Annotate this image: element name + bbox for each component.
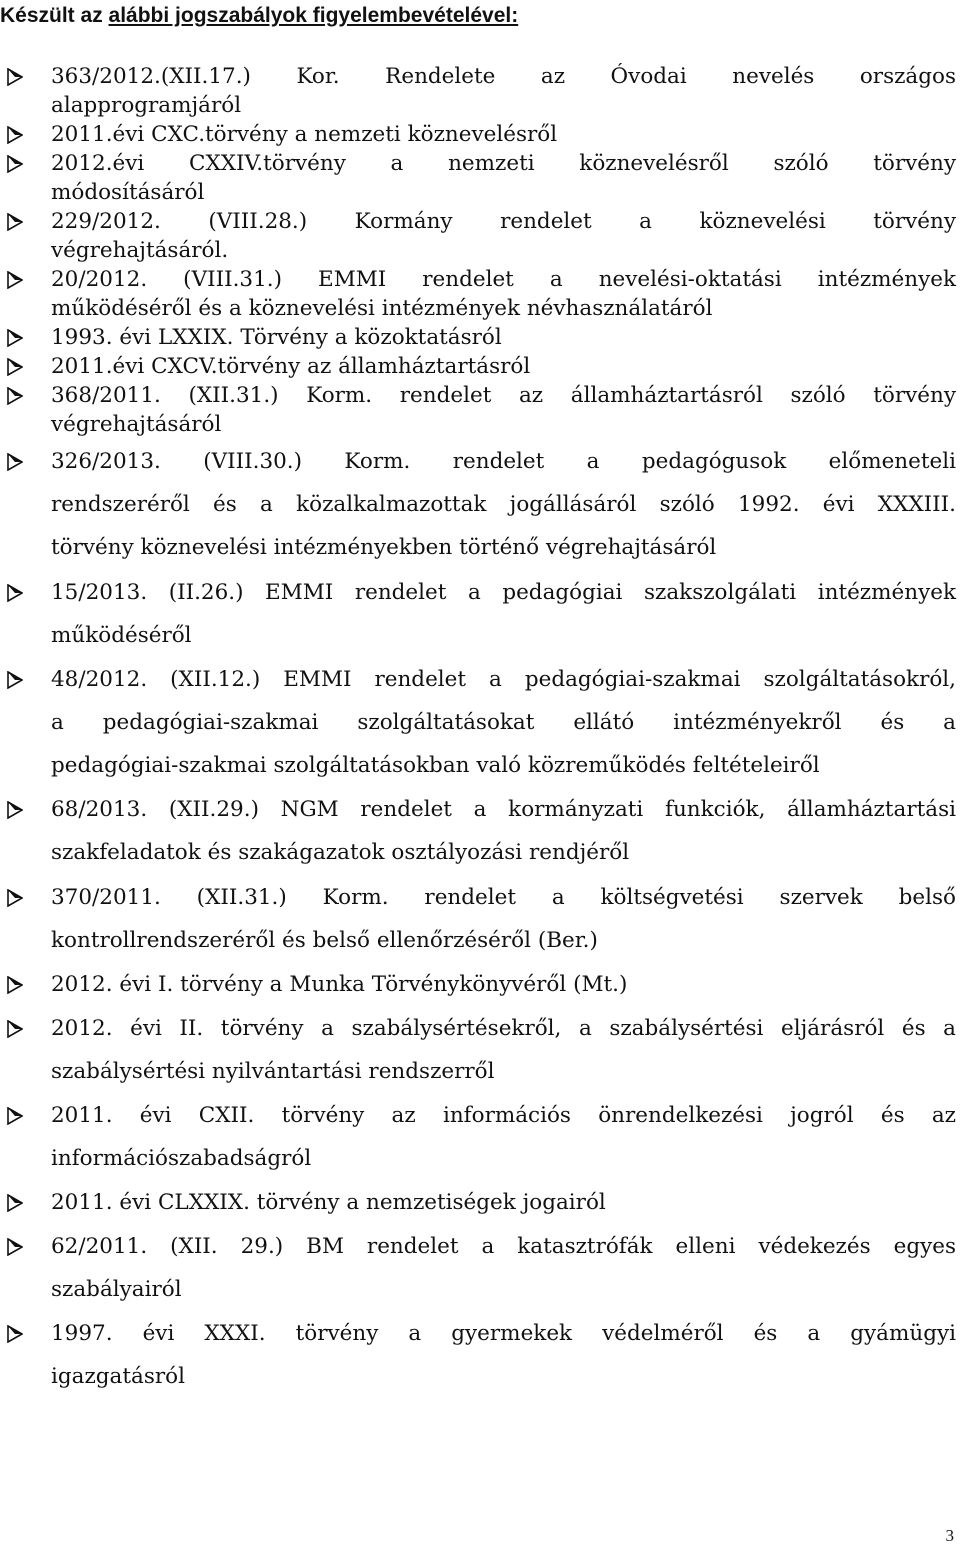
list-item-line: információszabadságról xyxy=(51,1146,312,1171)
list-item-line: 2012.évi CXXIV.törvény a nemzeti köznevelésről szóló törvény xyxy=(51,151,956,176)
list-item-line: működéséről és a köznevelési intézmények névhasználatáról xyxy=(51,296,713,321)
list-item xyxy=(0,571,960,657)
list-item-line: 62/2011. (XII. 29.) BM rendelet a katasztrófák elleni védekezés egyes xyxy=(51,1234,956,1259)
list-item-line: 363/2012.(XII.17.) Kor. Rendelete az Óvodai nevelés országos xyxy=(51,64,956,89)
list-item-line: szabálysértési nyilvántartási rendszerről xyxy=(51,1059,495,1084)
list-item-line: 1997. évi XXXI. törvény a gyermekek védelméről és a gyámügyi xyxy=(51,1321,956,1346)
list-item xyxy=(0,876,960,962)
list-item-line: törvény köznevelési intézményekben történő végrehajtásáról xyxy=(51,535,717,560)
list-item-text xyxy=(51,265,956,323)
arrow-bullet-icon xyxy=(7,453,23,471)
list-item xyxy=(0,963,960,1006)
list-item-text xyxy=(51,381,956,439)
list-item-line: kontrollrendszeréről és belső ellenőrzéséről (Ber.) xyxy=(51,928,598,953)
arrow-bullet-icon xyxy=(7,976,23,994)
arrow-bullet-icon xyxy=(7,801,23,819)
list-item xyxy=(0,1181,960,1224)
list-item xyxy=(0,207,960,265)
list-item-text xyxy=(51,963,956,1006)
list-item-line: 368/2011. (XII.31.) Korm. rendelet az államháztartásról szóló törvény xyxy=(51,383,956,408)
list-item xyxy=(0,323,960,352)
arrow-bullet-icon xyxy=(7,68,23,86)
list-item-text xyxy=(51,876,956,962)
list-item-text xyxy=(51,149,956,207)
list-item xyxy=(0,381,960,439)
section-heading xyxy=(0,2,518,30)
list-item xyxy=(0,1007,960,1093)
list-item-text xyxy=(51,120,956,149)
list-item xyxy=(0,265,960,323)
list-item-text xyxy=(51,1094,956,1180)
list-item-line: 229/2012. (VIII.28.) Kormány rendelet a köznevelési törvény xyxy=(51,209,956,234)
list-item-line: szabályairól xyxy=(51,1277,182,1302)
list-item-line: alapprogramjáról xyxy=(51,93,242,118)
list-item-text xyxy=(51,1312,956,1398)
arrow-bullet-icon xyxy=(7,155,23,173)
list-item xyxy=(0,1312,960,1398)
arrow-bullet-icon xyxy=(7,1194,23,1212)
arrow-bullet-icon xyxy=(7,671,23,689)
list-item-text xyxy=(51,1007,956,1093)
list-item xyxy=(0,352,960,381)
list-item-line: 326/2013. (VIII.30.) Korm. rendelet a pedagógusok előmeneteli xyxy=(51,449,956,474)
arrow-bullet-icon xyxy=(7,271,23,289)
arrow-bullet-icon xyxy=(7,1107,23,1125)
list-item-line: 2012. évi I. törvény a Munka Törvénykönyvéről (Mt.) xyxy=(51,972,628,997)
list-item-text xyxy=(51,352,956,381)
list-item-line: 1993. évi LXXIX. Törvény a közoktatásról xyxy=(51,325,502,350)
list-item-text xyxy=(51,788,956,874)
list-item-line: 2012. évi II. törvény a szabálysértésekről, a szabálysértési eljárásról és a xyxy=(51,1016,956,1041)
list-item xyxy=(0,120,960,149)
list-item-line: 15/2013. (II.26.) EMMI rendelet a pedagógiai szakszolgálati intézmények xyxy=(51,580,956,605)
list-item-line: rendszeréről és a közalkalmazottak jogállásáról szóló 1992. évi XXXIII. xyxy=(51,492,956,517)
list-item-line: 20/2012. (VIII.31.) EMMI rendelet a nevelési-oktatási intézmények xyxy=(51,267,956,292)
list-item-text xyxy=(51,323,956,352)
arrow-bullet-icon xyxy=(7,1238,23,1256)
list-item-line: végrehajtásáról. xyxy=(51,238,229,263)
arrow-bullet-icon xyxy=(7,126,23,144)
arrow-bullet-icon xyxy=(7,1020,23,1038)
list-item-line: 48/2012. (XII.12.) EMMI rendelet a pedagógiai-szakmai szolgáltatásokról, xyxy=(51,667,956,692)
list-item-text xyxy=(51,571,956,657)
arrow-bullet-icon xyxy=(7,329,23,347)
list-item-line: 2011.évi CXCV.törvény az államháztartásról xyxy=(51,354,531,379)
list-item-line: 2011. évi CLXXIX. törvény a nemzetiségek jogairól xyxy=(51,1190,606,1215)
list-item-line: 2011. évi CXII. törvény az információs önrendelkezési jogról és az xyxy=(51,1103,956,1128)
list-item-line: végrehajtásáról xyxy=(51,412,222,437)
list-item-line: 2011.évi CXC.törvény a nemzeti köznevelésről xyxy=(51,122,558,147)
list-item-line: 68/2013. (XII.29.) NGM rendelet a kormányzati funkciók, államháztartási xyxy=(51,797,956,822)
list-item-text xyxy=(51,1225,956,1311)
list-item-line: pedagógiai-szakmai szolgáltatásokban való közreműködés feltételeiről xyxy=(51,753,820,778)
arrow-bullet-icon xyxy=(7,387,23,405)
list-item-text xyxy=(51,1181,956,1224)
list-item xyxy=(0,440,960,569)
list-item-text xyxy=(51,658,956,787)
arrow-bullet-icon xyxy=(7,889,23,907)
list-item xyxy=(0,149,960,207)
page-number: 3 xyxy=(945,1526,954,1545)
list-item-text xyxy=(51,62,956,120)
list-item xyxy=(0,788,960,874)
arrow-bullet-icon xyxy=(7,213,23,231)
list-item-line: működéséről xyxy=(51,623,192,648)
arrow-bullet-icon xyxy=(7,1325,23,1343)
list-item xyxy=(0,62,960,120)
arrow-bullet-icon xyxy=(7,358,23,376)
heading-underlined: alábbi jogszabályok figyelembevételével: xyxy=(108,4,519,27)
list-item xyxy=(0,1094,960,1180)
arrow-bullet-icon xyxy=(7,584,23,602)
list-item xyxy=(0,658,960,787)
list-item-line: módosításáról xyxy=(51,180,205,205)
list-item-text xyxy=(51,207,956,265)
heading-prefix: Készült az xyxy=(0,4,109,27)
list-item-line: igazgatásról xyxy=(51,1364,185,1389)
list-item-line: szakfeladatok és szakágazatok osztályozási rendjéről xyxy=(51,840,630,865)
list-item xyxy=(0,1225,960,1311)
list-item-line: 370/2011. (XII.31.) Korm. rendelet a költségvetési szervek belső xyxy=(51,885,956,910)
list-item-line: a pedagógiai-szakmai szolgáltatásokat ellátó intézményekről és a xyxy=(51,710,956,735)
list-item-text xyxy=(51,440,956,569)
